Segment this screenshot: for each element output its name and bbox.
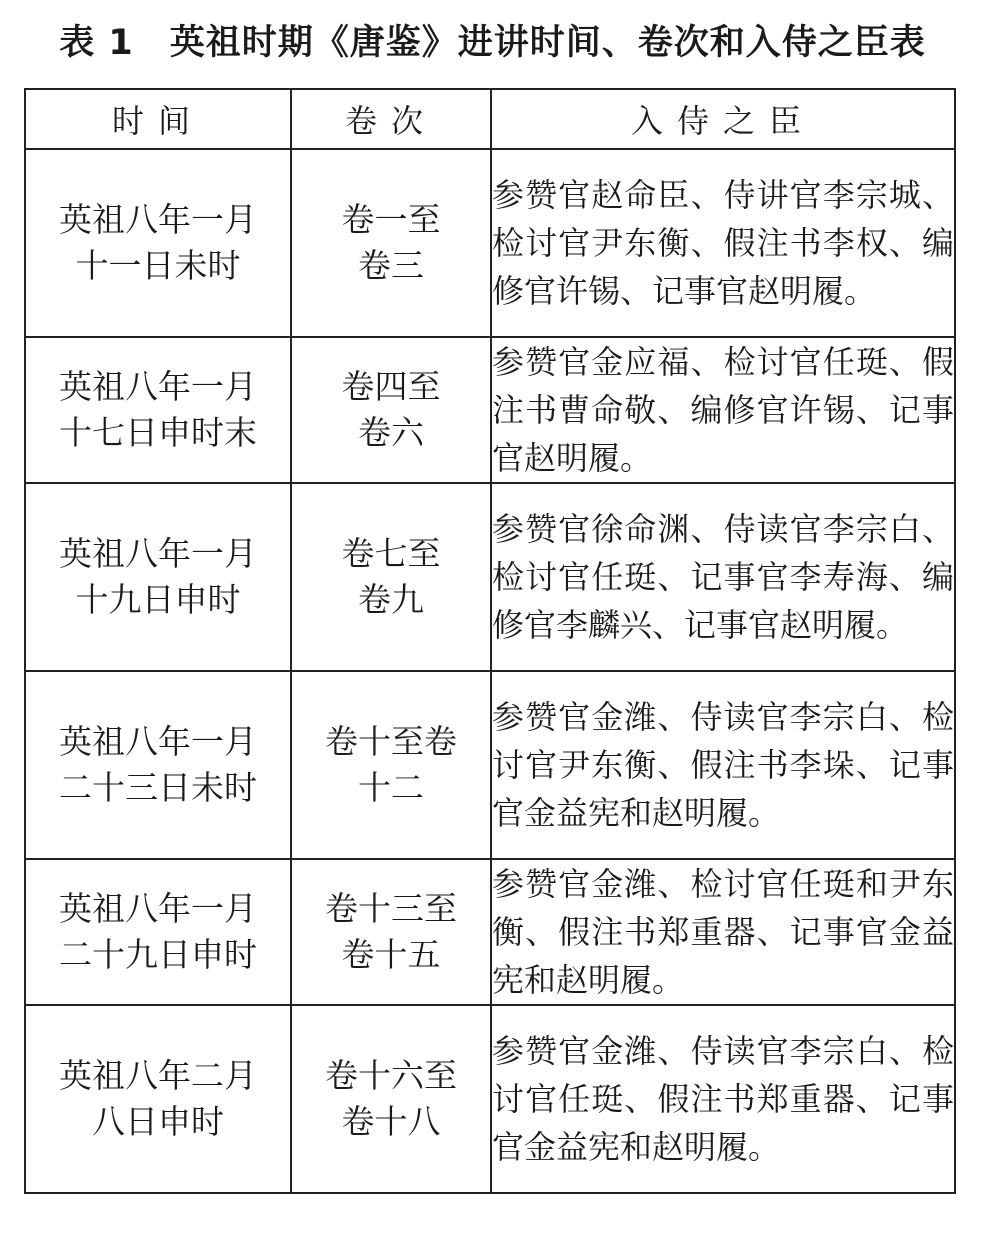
table-title: 表 1 英祖时期《唐鉴》进讲时间、卷次和入侍之臣表 bbox=[59, 23, 926, 63]
time-line: 十九日申时 bbox=[75, 580, 241, 619]
table-row bbox=[25, 1005, 955, 1193]
time-line: 英祖八年二月 bbox=[59, 1056, 257, 1095]
volume-line: 卷十六至 bbox=[325, 1056, 457, 1095]
volume-line: 卷一至 bbox=[341, 200, 441, 239]
time-line: 英祖八年一月 bbox=[59, 200, 257, 239]
volume-line: 卷九 bbox=[358, 580, 424, 619]
time-line: 英祖八年一月 bbox=[59, 534, 257, 573]
volume-line: 卷十至卷 bbox=[325, 722, 457, 761]
time-line: 二十九日申时 bbox=[59, 935, 257, 974]
attendees-cell: 参赞官金潍、检讨官任珽和尹东衡、假注书郑重器、记事官金益宪和赵明履。 bbox=[491, 859, 955, 1005]
volume-line: 卷十五 bbox=[341, 935, 441, 974]
volume-line: 卷七至 bbox=[341, 534, 441, 573]
volume-line: 十二 bbox=[358, 768, 424, 807]
volume-line: 卷十三至 bbox=[325, 889, 457, 928]
time-cell bbox=[25, 1005, 291, 1193]
volume-cell bbox=[291, 859, 491, 1005]
volume-line: 卷四至 bbox=[341, 367, 441, 406]
table-row bbox=[25, 483, 955, 671]
volume-cell bbox=[291, 1005, 491, 1193]
table-row bbox=[25, 671, 955, 859]
attendees-cell: 参赞官金应福、检讨官任珽、假注书曹命敬、编修官许锡、记事官赵明履。 bbox=[491, 337, 955, 483]
volume-cell bbox=[291, 483, 491, 671]
volume-cell bbox=[291, 337, 491, 483]
volume-line: 卷六 bbox=[358, 413, 424, 452]
header-row bbox=[25, 89, 955, 149]
volume-cell bbox=[291, 149, 491, 337]
header-volume: 卷次 bbox=[291, 89, 491, 149]
table-row bbox=[25, 859, 955, 1005]
time-line: 十七日申时末 bbox=[59, 413, 257, 452]
time-cell bbox=[25, 859, 291, 1005]
table-row bbox=[25, 149, 955, 337]
volume-cell bbox=[291, 671, 491, 859]
volume-line: 卷十八 bbox=[341, 1102, 441, 1141]
time-cell bbox=[25, 483, 291, 671]
table-row bbox=[25, 337, 955, 483]
time-cell bbox=[25, 337, 291, 483]
time-line: 英祖八年一月 bbox=[59, 889, 257, 928]
time-cell bbox=[25, 671, 291, 859]
time-line: 英祖八年一月 bbox=[59, 722, 257, 761]
time-line: 八日申时 bbox=[92, 1102, 224, 1141]
lecture-table bbox=[24, 88, 956, 1194]
attendees-cell: 参赞官金潍、侍读官李宗白、检讨官任珽、假注书郑重器、记事官金益宪和赵明履。 bbox=[491, 1005, 955, 1193]
time-cell bbox=[25, 149, 291, 337]
volume-line: 卷三 bbox=[358, 246, 424, 285]
time-line: 二十三日未时 bbox=[59, 768, 257, 807]
header-time: 时间 bbox=[25, 89, 291, 149]
time-line: 英祖八年一月 bbox=[59, 367, 257, 406]
time-line: 十一日未时 bbox=[75, 246, 241, 285]
attendees-cell: 参赞官金潍、侍读官李宗白、检讨官尹东衡、假注书李垛、记事官金益宪和赵明履。 bbox=[491, 671, 955, 859]
header-attendees: 入侍之臣 bbox=[491, 89, 955, 149]
attendees-cell: 参赞官赵命臣、侍讲官李宗城、检讨官尹东衡、假注书李权、编修官许锡、记事官赵明履。 bbox=[491, 149, 955, 337]
attendees-cell: 参赞官徐命渊、侍读官李宗白、检讨官任珽、记事官李寿海、编修官李麟兴、记事官赵明履。 bbox=[491, 483, 955, 671]
